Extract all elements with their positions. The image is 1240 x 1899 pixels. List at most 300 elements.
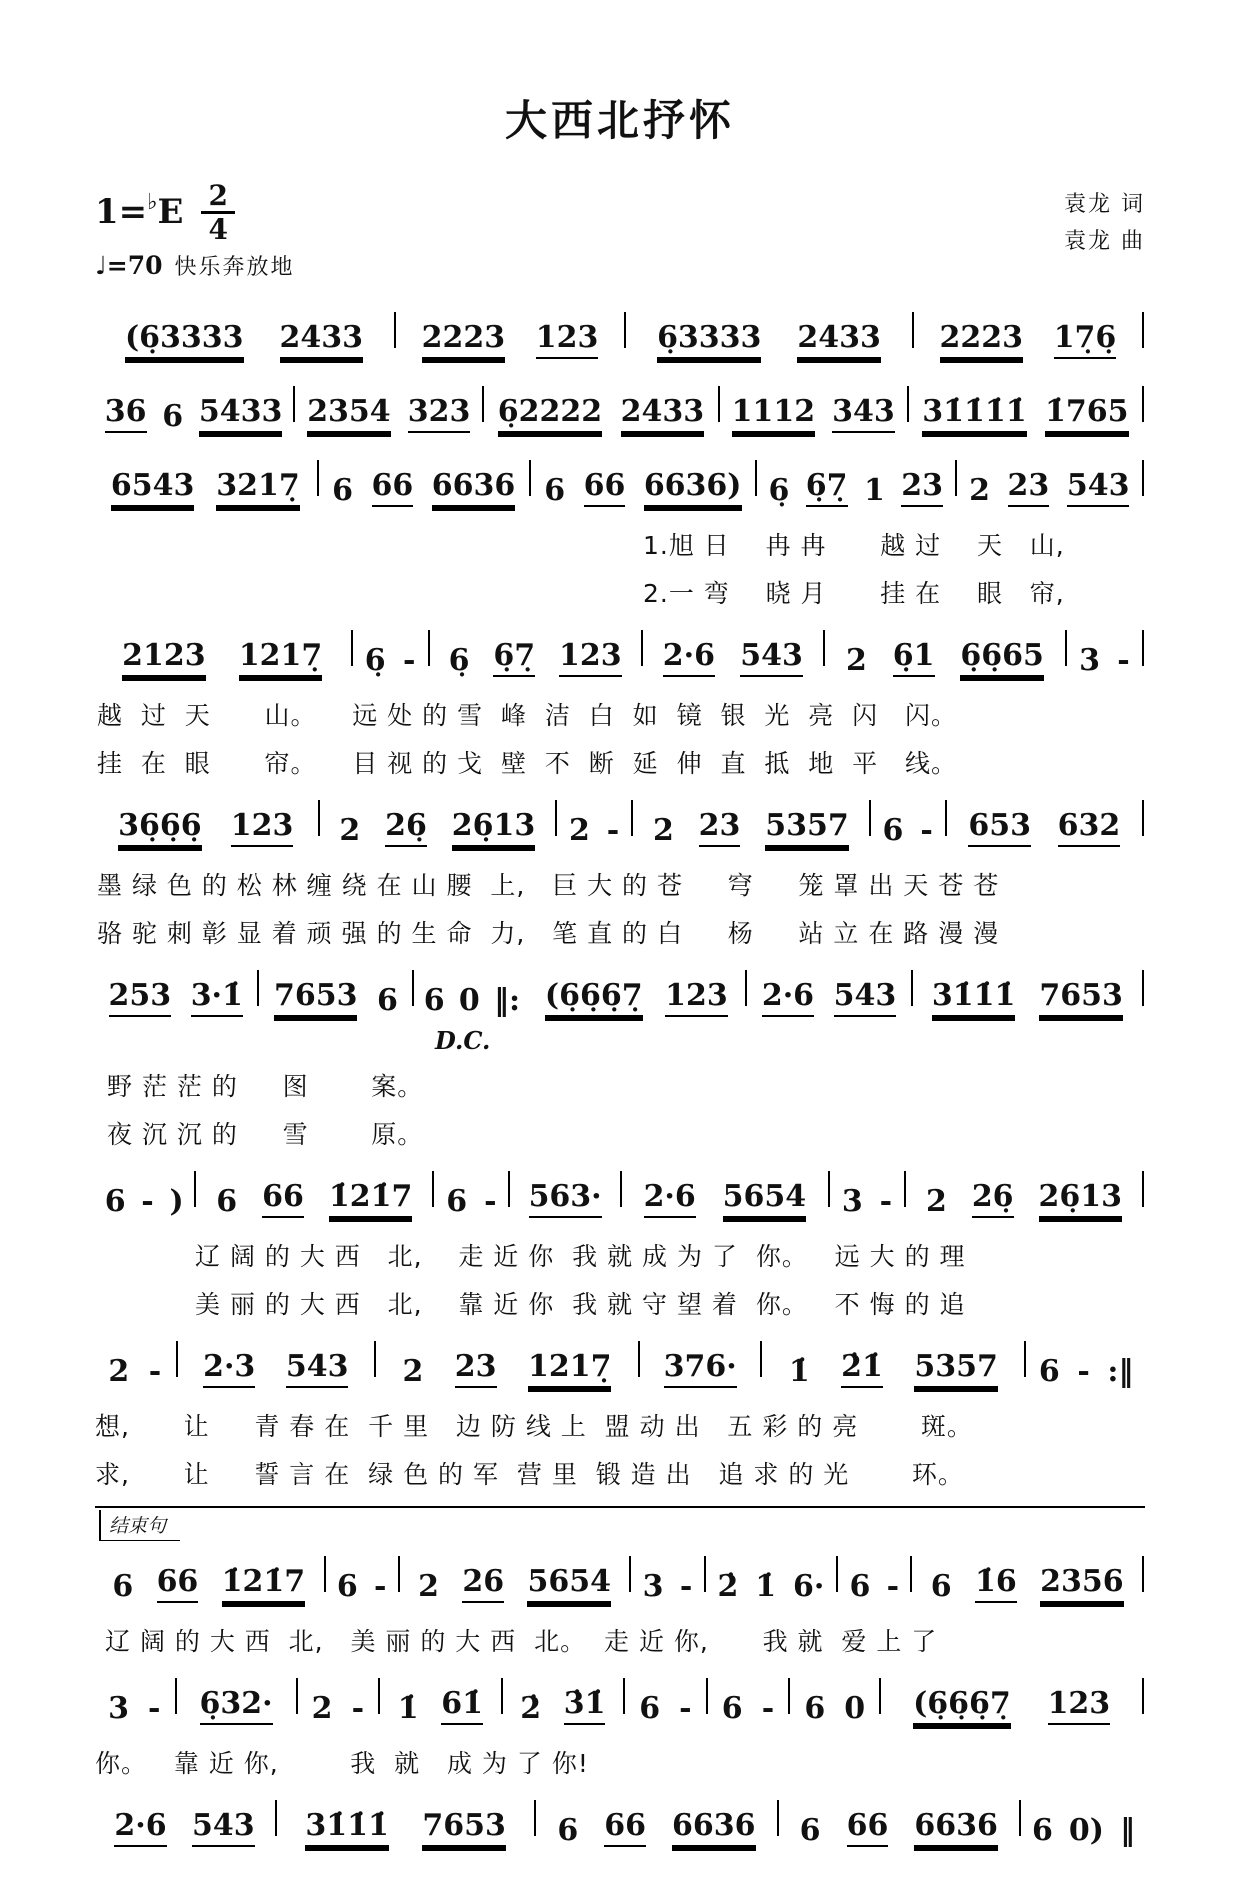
- flat-sign: ♭: [147, 189, 158, 216]
- measure: [95, 1565, 323, 1603]
- note-group: -: [1077, 1354, 1090, 1389]
- note-group: 1̇21̇7: [222, 1565, 306, 1603]
- note-group: 23: [1008, 469, 1050, 507]
- barline: [275, 1800, 277, 1836]
- note-group: 6: [882, 813, 904, 848]
- measure: [558, 814, 630, 847]
- note-group: 6636: [914, 1809, 998, 1847]
- measure: [748, 979, 909, 1017]
- barline: [620, 1171, 622, 1207]
- note-group: 6: [557, 1813, 579, 1848]
- barline: [704, 1556, 706, 1592]
- note-group: 6636): [644, 469, 742, 507]
- barline: [1142, 386, 1144, 422]
- barline: [910, 1556, 912, 1592]
- key-tempo-block: [95, 179, 295, 281]
- note-group: 6636: [432, 469, 516, 507]
- key-prefix: 1=: [95, 192, 148, 233]
- note-group: 5357: [914, 1350, 998, 1388]
- note-group: 23: [699, 809, 741, 847]
- barline: [869, 800, 871, 836]
- barline: [1065, 630, 1067, 666]
- note-group: 2354: [307, 395, 391, 433]
- note-group: 5654: [723, 1180, 807, 1218]
- notation-systems: [95, 307, 1145, 1854]
- measure: [882, 1687, 1141, 1725]
- measure: [354, 644, 427, 677]
- note-group: 36̣6̣6̣: [118, 809, 202, 847]
- system: [95, 625, 1145, 780]
- barline: [631, 800, 633, 836]
- measure: [721, 395, 906, 433]
- barline: [629, 1556, 631, 1592]
- notation-line: [95, 307, 1145, 366]
- note-group: 3: [841, 1184, 863, 1219]
- ending-section-bracket: [95, 1506, 1145, 1541]
- note-group: 26: [462, 1565, 504, 1603]
- note-group: 66: [584, 469, 626, 507]
- note-group: 2: [568, 813, 590, 848]
- system: [95, 1673, 1145, 1780]
- notation-line: [95, 455, 1145, 514]
- note-group: 2: [108, 1354, 130, 1389]
- barline: [1142, 312, 1144, 348]
- measure: [260, 979, 411, 1017]
- barline: [398, 1556, 400, 1592]
- note-group: 543: [740, 639, 803, 677]
- note-group: 23: [455, 1350, 497, 1388]
- time-denominator: 4: [208, 213, 228, 246]
- measure: [528, 979, 744, 1017]
- note-group: 2: [311, 1691, 333, 1726]
- measure: [435, 1185, 507, 1218]
- composer-credit: 袁龙 曲: [1064, 229, 1145, 255]
- measure: [948, 809, 1141, 847]
- time-signature: [201, 179, 234, 246]
- measure: [431, 639, 640, 677]
- note-group: 1̇6: [975, 1565, 1017, 1603]
- barline: [788, 1678, 790, 1714]
- note-group: -: [679, 1691, 692, 1726]
- barline: [394, 312, 396, 348]
- note-group: 2: [969, 473, 990, 508]
- measure: [644, 639, 823, 677]
- note-group: (6̣3333: [125, 321, 244, 359]
- note-group: 61̇: [441, 1687, 483, 1725]
- note-group: 2433: [797, 321, 881, 359]
- measure: [299, 1692, 378, 1725]
- measure: [1027, 1355, 1145, 1388]
- barline: [432, 1171, 434, 1207]
- note-group: 2·6: [644, 1180, 696, 1218]
- notation-line: [95, 625, 1145, 684]
- note-group: 6: [162, 399, 184, 434]
- note-group: 2·6: [663, 639, 715, 677]
- note-group: 2: [925, 1184, 947, 1219]
- measure: [707, 1570, 836, 1603]
- barline: [508, 1171, 510, 1207]
- note-group: 1̇21̇7: [329, 1180, 413, 1218]
- barline: [317, 460, 319, 496]
- lyric-line: 1.旭 日 冉 冉 越 过 天 山,: [643, 531, 1065, 560]
- note-group: 17̣6̣: [1054, 321, 1117, 359]
- header-row: [95, 179, 1145, 281]
- barline: [755, 460, 757, 496]
- measure: [537, 1809, 775, 1847]
- note-group: 6: [804, 1691, 826, 1726]
- measure: [197, 1180, 431, 1218]
- note-group: 6: [1038, 1354, 1060, 1389]
- barline: [706, 1678, 708, 1714]
- note-group: 6̣3333: [657, 321, 761, 359]
- note-group: 6: [336, 1569, 358, 1604]
- measure: [914, 979, 1141, 1017]
- barline: [1142, 460, 1144, 496]
- measure: [377, 1350, 637, 1388]
- ending-section-label: 结束句: [99, 1510, 180, 1541]
- note-group: 6̣6̣65: [960, 639, 1044, 677]
- barline: [823, 630, 825, 666]
- note-group: -: [679, 1569, 693, 1604]
- note-group: 0: [458, 983, 480, 1018]
- note-group: 323: [408, 395, 471, 433]
- note-group: -: [148, 1354, 162, 1389]
- note-group: 5357: [765, 809, 849, 847]
- note-group: 66: [262, 1180, 304, 1218]
- note-group: -: [761, 1691, 775, 1726]
- measure: [532, 469, 754, 507]
- lyric-line: 辽 阔 的 大 西 北, 走 近 你 我 就 成 为 了 你。 远 大 的 理: [195, 1242, 966, 1271]
- note-group: 3̇1̇: [564, 1687, 606, 1725]
- note-group: 6543: [111, 469, 195, 507]
- note-group: 2: [418, 1569, 440, 1604]
- barline: [1142, 800, 1144, 836]
- note-group: 123: [559, 639, 622, 677]
- barline: [501, 1678, 503, 1714]
- note-group: -: [484, 1184, 497, 1219]
- system: [95, 965, 1145, 1151]
- measure: [958, 469, 1142, 507]
- note-group: 6: [799, 1813, 821, 1848]
- lyricist-credit: 袁龙 词: [1064, 192, 1145, 217]
- measure: [915, 321, 1141, 359]
- tempo-marking: [95, 250, 295, 281]
- measure: [95, 979, 256, 1017]
- lyric-line: 2.一 弯 晓 月 挂 在 眼 帘,: [643, 579, 1065, 608]
- note-group: -: [879, 1184, 893, 1219]
- credits: [1064, 186, 1145, 261]
- lyric-line: 墨 绿 色 的 松 林 缠 绕 在 山 腰 上, 巨 大 的 苍 穹 笼 罩 出 天 苍 苍: [97, 871, 1000, 900]
- note-group: 1̇: [397, 1691, 419, 1726]
- note-group: 66: [372, 469, 414, 507]
- note-group: -: [351, 1691, 365, 1726]
- barline: [836, 1556, 838, 1592]
- notation-line: [95, 1673, 1145, 1732]
- barline: [176, 1341, 178, 1377]
- barline: [534, 1800, 536, 1836]
- time-numerator: 2: [201, 182, 234, 214]
- song-title: 大西北抒怀: [504, 96, 735, 145]
- note-group: 1̇765: [1045, 395, 1129, 433]
- lyric-line: 想, 让 青 春 在 千 里 边 防 线 上 盟 动 出 五 彩 的 亮 斑。: [95, 1412, 973, 1441]
- note-group: 123: [665, 979, 728, 1017]
- note-group: 66: [157, 1565, 199, 1603]
- note-group: 2: [845, 643, 867, 678]
- measure: [327, 1570, 397, 1603]
- tempo-value: =70: [106, 251, 163, 280]
- note-group: 0: [844, 1691, 866, 1726]
- note-group: ): [169, 1184, 184, 1219]
- note-group: 66: [604, 1809, 646, 1847]
- measure: [95, 469, 316, 507]
- lyric-line: 越 过 天 山。 远 处 的 雪 峰 洁 白 如 镜 银 光 亮 闪 闪。: [97, 701, 957, 730]
- note-group: 1217̣: [239, 639, 323, 677]
- measure: [623, 1180, 827, 1218]
- note-group: 2: [402, 1354, 424, 1389]
- system: [95, 795, 1145, 950]
- measure: [913, 1565, 1141, 1603]
- note-group: 563·: [529, 1180, 602, 1218]
- note-group: 2̇: [520, 1691, 542, 1726]
- measure: [95, 1692, 174, 1725]
- measure: [95, 1809, 274, 1847]
- note-group: 653: [968, 809, 1031, 847]
- measure: [95, 321, 393, 359]
- barline: [175, 1678, 177, 1714]
- measure: [95, 1355, 175, 1388]
- note-group: 2̇: [717, 1569, 739, 1604]
- note-group: -: [886, 1569, 900, 1604]
- note-group: 6: [104, 1184, 126, 1219]
- barline: [257, 970, 259, 1006]
- key-signature: [95, 179, 295, 246]
- note-group: 36: [105, 395, 147, 433]
- barline: [1019, 1800, 1021, 1836]
- measure: [910, 395, 1141, 433]
- measure: [320, 469, 528, 507]
- note-group: 1: [863, 473, 885, 508]
- note-group: -: [141, 1184, 154, 1219]
- system: [95, 381, 1145, 440]
- note-group: 1̇: [755, 1569, 777, 1604]
- barline: [828, 1171, 830, 1207]
- note-group: 543: [834, 979, 897, 1017]
- note-group: 0): [1068, 1813, 1104, 1848]
- note-group: 6: [721, 1691, 743, 1726]
- note-group: 543: [286, 1350, 349, 1388]
- dc-marking: D.C.: [435, 1026, 491, 1055]
- note-group: 7653: [1039, 979, 1123, 1017]
- measure: [504, 1687, 623, 1725]
- barline: [623, 1678, 625, 1714]
- barline: [1142, 1678, 1144, 1714]
- note-group: 1̇: [788, 1354, 810, 1389]
- barline: [777, 1800, 779, 1836]
- note-group: 3: [108, 1691, 129, 1726]
- barline: [641, 630, 643, 666]
- measure: [1022, 1814, 1145, 1847]
- barline: [718, 386, 720, 422]
- note-group: 123: [1048, 1687, 1111, 1725]
- note-group: 26̣: [385, 809, 427, 847]
- barline: [1142, 1171, 1144, 1207]
- measure: [826, 639, 1064, 677]
- note-group: (6̣6̣6̣7̣: [913, 1687, 1011, 1725]
- barline: [1142, 970, 1144, 1006]
- notation-line: [95, 795, 1145, 854]
- note-group: 3: [1079, 643, 1100, 678]
- note-group: 632: [1058, 809, 1121, 847]
- note-group: 2̇1̇: [841, 1350, 883, 1388]
- measure: [641, 1350, 759, 1388]
- lyric-line: 夜 沉 沉 的 雪 原。: [107, 1120, 424, 1149]
- measure: [1068, 644, 1141, 677]
- barline: [1142, 630, 1144, 666]
- barline: [555, 800, 557, 836]
- barline: [638, 1341, 640, 1377]
- barline: [194, 1171, 196, 1207]
- note-group: 3217̣: [216, 469, 300, 507]
- note-group: 6: [216, 1184, 238, 1219]
- measure: [95, 395, 292, 433]
- measure: [627, 321, 911, 359]
- measure: [178, 1687, 295, 1725]
- note-group: 5433: [199, 395, 283, 433]
- measure: [872, 814, 944, 847]
- notation-line: [95, 1336, 1145, 1395]
- system: [95, 1795, 1145, 1854]
- note-group: 6̣32·: [200, 1687, 273, 1725]
- measure: [831, 1185, 903, 1218]
- lyric-line: 辽 阔 的 大 西 北, 美 丽 的 大 西 北。 走 近 你, 我 就 爱 上 了: [105, 1627, 938, 1656]
- barline: [911, 970, 913, 1006]
- note-group: 2433: [621, 395, 705, 433]
- measure: [95, 639, 350, 677]
- barline: [1024, 1341, 1026, 1377]
- measure: [780, 1809, 1018, 1847]
- note-group: -: [606, 813, 620, 848]
- note-group: 7653: [274, 979, 358, 1017]
- note-group: 2: [652, 813, 674, 848]
- measure: [632, 1570, 702, 1603]
- measure: [401, 1565, 629, 1603]
- barline: [955, 460, 957, 496]
- note-group: 543: [192, 1809, 255, 1847]
- note-group: 6̣2222: [498, 395, 602, 433]
- note-group: 3·1̇: [191, 979, 243, 1017]
- note-group: -: [402, 643, 416, 678]
- note-group: 123: [536, 321, 599, 359]
- barline: [293, 386, 295, 422]
- barline: [760, 1341, 762, 1377]
- measure: [321, 809, 555, 847]
- note-group: 6: [332, 473, 354, 508]
- barline: [428, 630, 430, 666]
- barline: [351, 630, 353, 666]
- notation-line: [95, 381, 1145, 440]
- measure: [296, 395, 481, 433]
- note-group: 6·: [792, 1569, 825, 1604]
- notation-line: [95, 1795, 1145, 1854]
- note-group: 2·6: [114, 1809, 166, 1847]
- barline: [318, 800, 320, 836]
- note-group: -: [148, 1691, 161, 1726]
- system: [95, 1166, 1145, 1321]
- note-group: :‖: [1107, 1354, 1134, 1389]
- note-group: 2356: [1040, 1565, 1124, 1603]
- note-group: 31̇1̇1̇: [932, 979, 1016, 1017]
- note-group: 6: [639, 1691, 661, 1726]
- measure: [415, 984, 528, 1017]
- note-group: ‖: [1119, 1813, 1135, 1848]
- barline: [324, 1556, 326, 1592]
- barline: [1142, 1556, 1144, 1592]
- note-group: 6̣: [448, 643, 470, 678]
- barline: [378, 1678, 380, 1714]
- key-letter: E: [157, 192, 184, 233]
- note-group: 543: [1067, 469, 1130, 507]
- barline: [904, 1171, 906, 1207]
- note-group: 6: [112, 1569, 134, 1604]
- note-group: 2·6: [762, 979, 814, 1017]
- measure: [626, 1692, 705, 1725]
- lyric-line: 你。 靠 近 你, 我 就 成 为 了 你!: [95, 1749, 589, 1778]
- measure: [397, 321, 623, 359]
- note-group: 2: [339, 813, 361, 848]
- note-group: 5654: [527, 1565, 611, 1603]
- note-group: 3: [642, 1569, 664, 1604]
- system: [95, 307, 1145, 366]
- note-group: 6: [544, 473, 566, 508]
- measure: [381, 1687, 500, 1725]
- note-group: 376·: [664, 1350, 737, 1388]
- note-group: ‖:: [493, 983, 521, 1018]
- measure: [179, 1350, 373, 1388]
- note-group: 66: [847, 1809, 889, 1847]
- measure: [907, 1180, 1141, 1218]
- barline: [374, 1341, 376, 1377]
- note-group: 2123: [122, 639, 206, 677]
- note-group: -: [374, 1569, 387, 1604]
- note-group: 2·3: [203, 1350, 255, 1388]
- note-group: 6636: [672, 1809, 756, 1847]
- lyric-line: 骆 驼 刺 彰 显 着 顽 强 的 生 命 力, 笔 直 的 白 杨 站 立 在 路 漫 漫: [97, 919, 1000, 948]
- measure: [791, 1692, 878, 1725]
- notation-line: [95, 1166, 1145, 1225]
- measure: [634, 809, 868, 847]
- note-group: 6̣7̣: [806, 469, 848, 507]
- measure: [278, 1809, 533, 1847]
- system: [95, 455, 1145, 610]
- note-group: 6: [446, 1184, 468, 1219]
- note-group: 31̇1̇1̇: [305, 1809, 389, 1847]
- note-group: 6: [930, 1569, 952, 1604]
- measure: [763, 1350, 1023, 1388]
- note-group: 1217̣: [528, 1350, 612, 1388]
- notation-line: [95, 1551, 1145, 1610]
- note-group: 2223: [940, 321, 1024, 359]
- note-group: -: [920, 813, 933, 848]
- measure: [709, 1692, 788, 1725]
- barline: [907, 386, 909, 422]
- barline: [879, 1678, 881, 1714]
- note-group: 6: [1032, 1813, 1053, 1848]
- barline: [745, 970, 747, 1006]
- measure: [95, 809, 317, 847]
- measure: [511, 1180, 618, 1218]
- system: [95, 1506, 1145, 1658]
- note-group: 123: [231, 809, 294, 847]
